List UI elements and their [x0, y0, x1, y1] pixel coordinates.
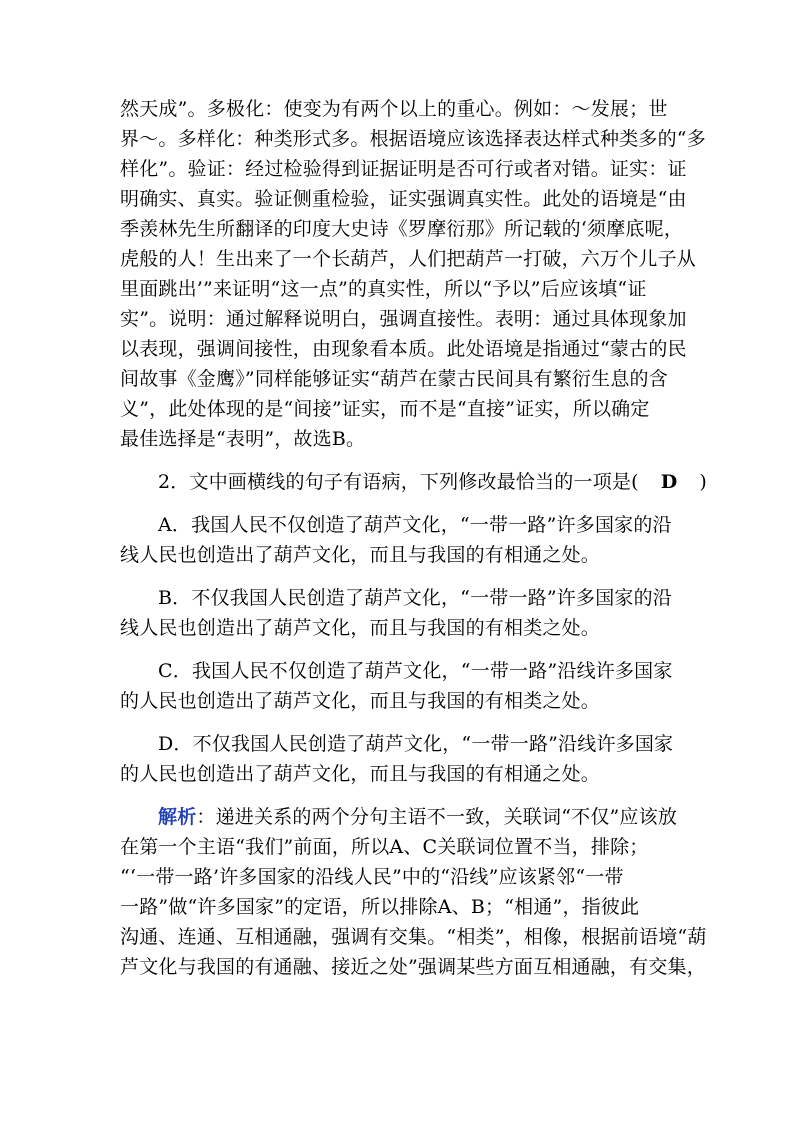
question-2-stem-text: 2．文中画横线的句子有语病，下列修改最恰当的一项是( [158, 471, 639, 493]
explanation-1-line: 明确实、真实。验证侧重检验，证实强调真实性。此处的语境是“由 [120, 188, 687, 210]
explanation-1-line: 义”，此处体现的是“间接”证实，而不是“直接”证实，所以确定 [120, 398, 650, 420]
option-c-line1: C．我国人民不仅创造了葫芦文化，“一带一路”沿线许多国家 [158, 660, 673, 682]
option-d [120, 729, 680, 789]
spacer [120, 716, 680, 729]
option-c-line2: 的人民也创造出了葫芦文化，而且与我国的有相类之处。 [120, 690, 601, 712]
spacer [120, 454, 680, 467]
explanation-1-line: 以表现，强调间接性，由现象看本质。此处语境是指通过“蒙古的民 [120, 338, 687, 360]
explanation-1-line: 季羡林先生所翻译的印度大史诗《罗摩衍那》所记载的‘须摩底呢， [120, 218, 684, 240]
explanation-2-line: 芦文化与我国的有通融、接近之处”强调某些方面互相通融，有交集， [120, 956, 706, 978]
option-d-line2: 的人民也创造出了葫芦文化，而且与我国的有相通之处。 [120, 763, 601, 785]
spacer [120, 643, 680, 656]
explanation-2-line: 一路”做“许多国家”的定语，所以排除A、B；“相通”，指彼此 [120, 896, 640, 918]
explanation-1-line: 实”。说明：通过解释说明白，强调直接性。表明：通过具体现象加 [120, 308, 687, 330]
option-a-line2: 线人民也创造出了葫芦文化，而且与我国的有相通之处。 [120, 544, 601, 566]
document-page [120, 94, 708, 982]
explanation-1-line: 间故事《金鹰》”同样能够证实“葫芦在蒙古民间具有繁衍生息的含 [120, 368, 668, 390]
option-d-line1: D．不仅我国人民创造了葫芦文化，“一带一路”沿线许多国家 [158, 733, 674, 755]
explanation-1-line: 虎般的人！生出来了一个长葫芦，人们把葫芦一打破，六万个儿子从 [120, 248, 697, 270]
option-b-line1: B．不仅我国人民创造了葫芦文化，“一带一路”许多国家的沿 [158, 587, 672, 609]
explanation-2 [120, 802, 707, 982]
explanation-2-line: “‘一带一路’许多国家的沿线人民”中的“沿线”应该紧邻“一带 [120, 866, 624, 888]
explanation-1-line: 最佳选择是“表明”，故选B。 [120, 428, 366, 450]
explanation-1-line: 界～。多样化：种类形式多。根据语境应该选择表达样式种类多的“多 [120, 128, 706, 150]
option-c [120, 656, 680, 716]
explanation-1-line: 里面跳出’”来证明“这一点”的真实性，所以“予以”后应该填“证 [120, 278, 647, 300]
option-b [120, 583, 680, 643]
option-b-line2: 线人民也创造出了葫芦文化，而且与我国的有相类之处。 [120, 617, 601, 639]
explanation-2-line: 在第一个主语“我们”前面，所以A、C关联词位置不当，排除； [120, 836, 649, 858]
question-2-answer: D [660, 471, 678, 493]
explanation-label: 解析 [158, 806, 197, 828]
option-a [120, 510, 680, 570]
question-2-close-paren: ) [699, 471, 708, 493]
spacer [120, 497, 680, 510]
option-a-line1: A．我国人民不仅创造了葫芦文化，“一带一路”许多国家的沿 [158, 514, 672, 536]
explanation-2-first-line [120, 802, 680, 832]
explanation-1 [120, 94, 706, 454]
question-2-stem [120, 467, 708, 497]
explanation-1-line: 样化”。验证：经过检验得到证据证明是否可行或者对错。证实：证 [120, 158, 687, 180]
spacer [120, 570, 680, 583]
explanation-1-line: 然天成”。多极化：使变为有两个以上的重心。例如：～发展；世 [120, 98, 668, 120]
explanation-2-line: 沟通、连通、互相通融，强调有交集。“相类”，相像，根据前语境“葫 [120, 926, 707, 948]
explanation-2-first-line-text: ：递进关系的两个分句主语不一致，关联词“不仅”应该放 [196, 806, 678, 828]
spacer [120, 789, 680, 802]
